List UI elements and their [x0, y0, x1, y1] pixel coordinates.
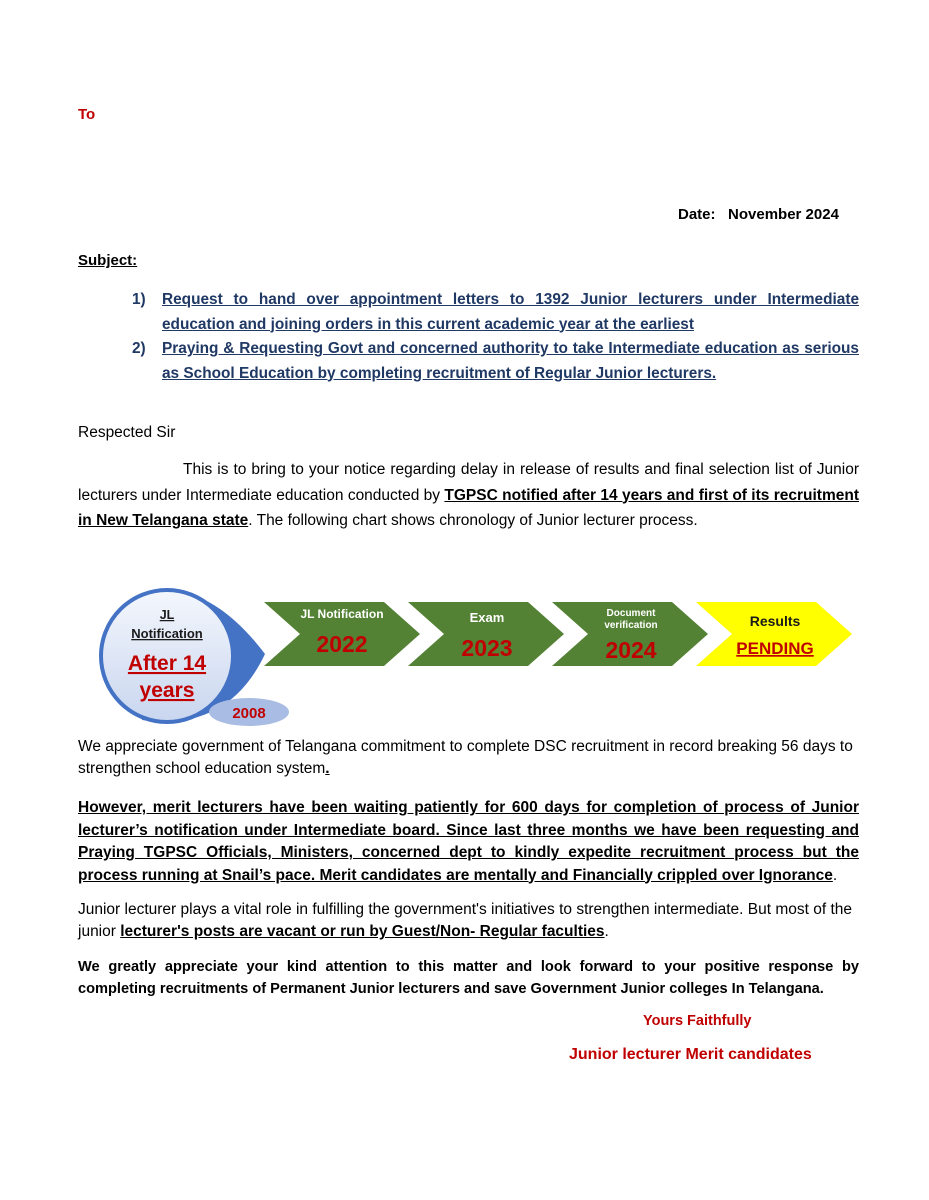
vacancies-highlight: lecturer's posts are vacant or run by Guest/Non- Regular faculties [120, 923, 605, 940]
paragraph-dsc [78, 736, 859, 780]
circle-years: years [139, 679, 195, 702]
waiting-period: . [832, 866, 838, 884]
circle-jl: JL [159, 608, 175, 622]
year-badge-text: 2008 [232, 705, 266, 722]
dsc-text: We appreciate government of Telangana commitment to complete DSC recruitment in record breaking 56 days to strengthen school education system [78, 738, 853, 777]
subject-list [132, 288, 859, 386]
subject-item [132, 288, 859, 337]
intro-highlight: TGPSC notified after 14 years and first of its recruitment in New Telangana state [78, 486, 859, 529]
arrow-exam-label: Exam [469, 610, 505, 625]
arrow-document-label-1: Document [606, 608, 656, 619]
waiting-text: However, merit lecturers have been waiting patiently for 600 days for completion of process of Junior lecturer’s notification under Intermediate board. Since last three months we have been requesting and Praying TGPSC Officials, Ministers, concerned dept to kindly expedite recruitment process but the process running at Snail’s pace. Merit candidates are mentally and Financially crippled over Ignorance [78, 799, 859, 884]
greeting: Respected Sir [78, 424, 176, 441]
timeline-chart [98, 582, 858, 732]
subject-item-number: 1) [132, 291, 146, 308]
vacancies-text: Junior lecturer plays a vital role in fulfilling the government's initiatives to strengthen intermediate. But most of the junior [78, 901, 853, 940]
paragraph-vacancies [78, 899, 859, 943]
signature: Junior lecturer Merit candidates [569, 1046, 812, 1063]
to-label: To [78, 106, 96, 123]
circle-after-14: After 14 [127, 652, 207, 675]
date-label: Date: [678, 206, 716, 223]
subject-item-text: Request to hand over appointment letters to 1392 Junior lecturers under Intermediate education and joining orders in this current academic year at the earliest [162, 291, 859, 333]
circle-notification: Notification [131, 626, 203, 641]
arrow-results-status: PENDING [736, 639, 814, 658]
subject-item-number: 2) [132, 340, 146, 357]
subject-label: Subject: [78, 252, 138, 269]
vacancies-period: . [604, 923, 609, 940]
date-line [678, 206, 839, 223]
paragraph-waiting [78, 797, 859, 887]
closing-salutation: Yours Faithfully [643, 1013, 752, 1029]
arrow-jl-notification-label: JL Notification [300, 607, 384, 621]
arrow-document-label-2: verification [604, 620, 658, 631]
arrow-document-year: 2024 [605, 637, 657, 663]
arrow-results-label: Results [749, 613, 801, 629]
date-value: November 2024 [728, 206, 839, 223]
subject-item-text: Praying & Requesting Govt and concerned authority to take Intermediate education as serious as School Education by completing recruitment of Regular Junior lecturers. [162, 340, 859, 382]
arrow-jl-notification-year: 2022 [316, 631, 368, 657]
dsc-period: . [325, 760, 330, 777]
paragraph-intro [78, 457, 859, 534]
intro-text-end: . The following chart shows chronology of Junior lecturer process. [248, 512, 698, 529]
arrow-exam-year: 2023 [461, 635, 513, 661]
subject-item [132, 337, 859, 386]
intro-text: This is to bring to your notice regarding delay in release of results and final selection list of Junior lecturers under Intermediate education conducted by [78, 461, 859, 504]
paragraph-closing-request: We greatly appreciate your kind attention to this matter and look forward to your positive response by completing recruitments of Permanent Junior lecturers and save Government Junior colleges In Telangana. [78, 959, 859, 997]
